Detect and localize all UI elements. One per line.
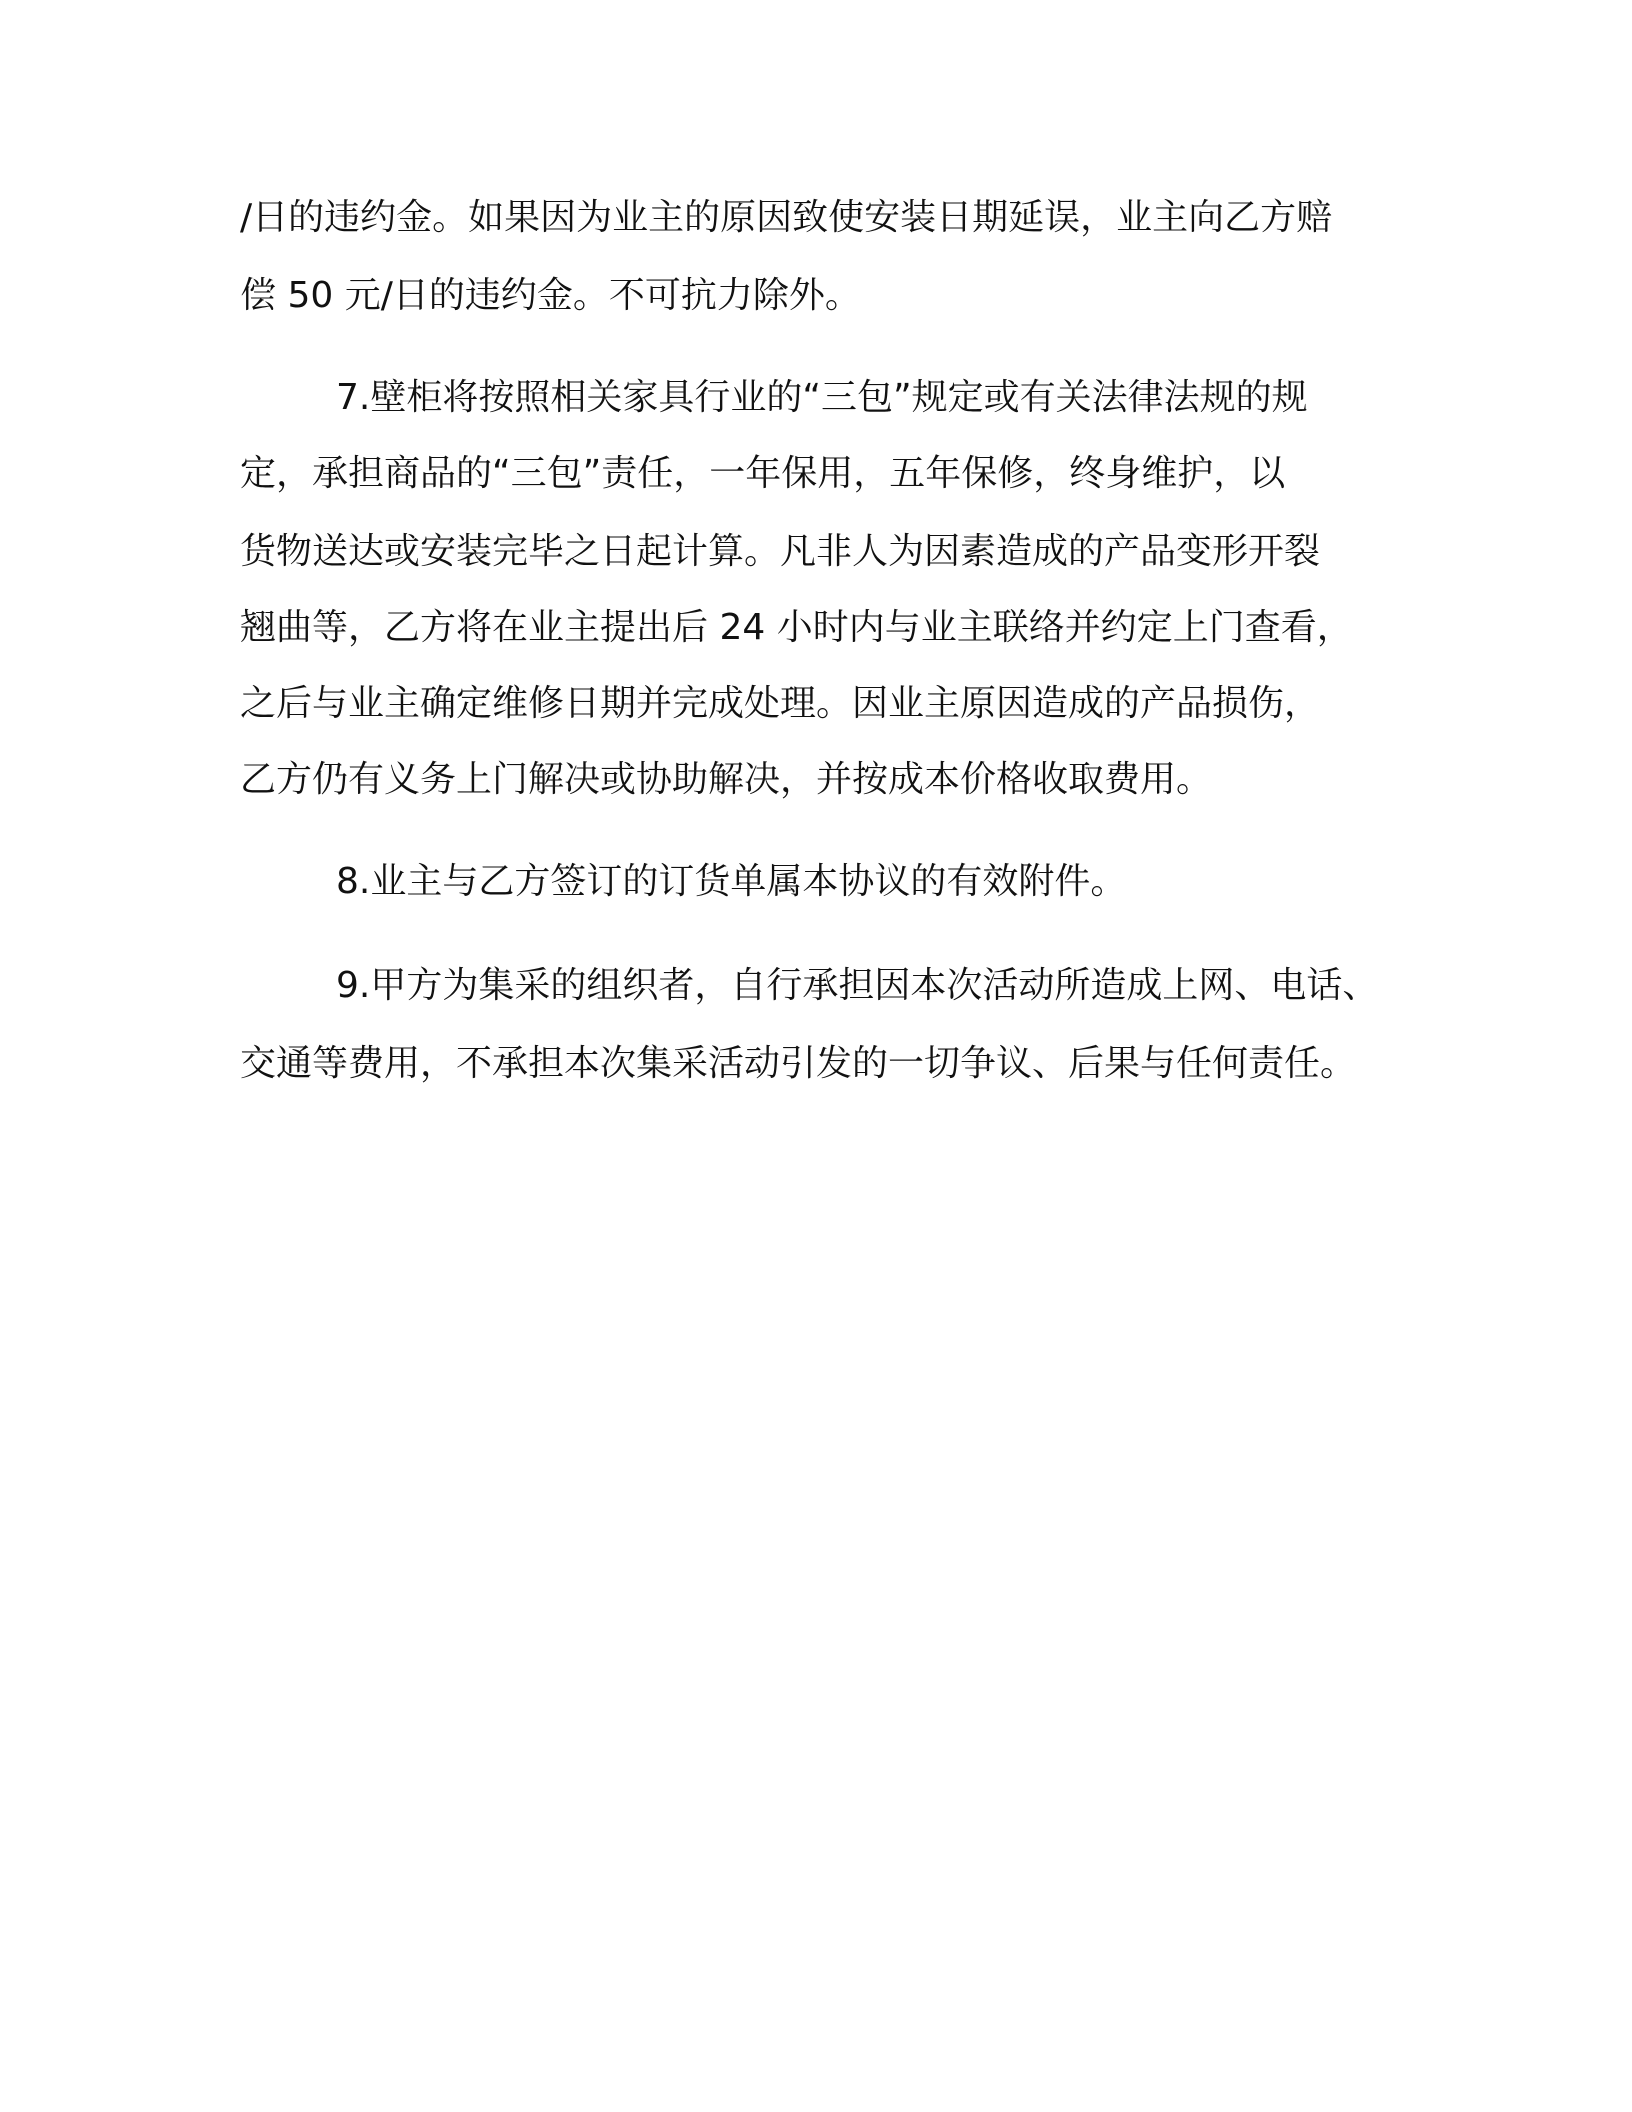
paragraph-9-line-1: 9.甲方为集采的组织者，自行承担因本次活动所造成上网、电话、: [336, 965, 1379, 1006]
paragraph-7-line-1: 7.壁柜将按照相关家具行业的“三包”规定或有关法律法规的规: [336, 377, 1308, 418]
paragraph-8-line-1: 8.业主与乙方签订的订货单属本协议的有效附件。: [336, 861, 1127, 902]
paragraph-7-line-2: 定，承担商品的“三包”责任，一年保用，五年保修，终身维护，以: [240, 453, 1286, 494]
paragraph-6-line-2: 偿 50 元/日的违约金。不可抗力除外。: [240, 275, 861, 316]
paragraph-7-line-5: 之后与业主确定维修日期并完成处理。因业主原因造成的产品损伤，: [240, 683, 1321, 724]
paragraph-6-line-1: /日的违约金。如果因为业主的原因致使安装日期延误，业主向乙方赔: [240, 197, 1333, 238]
paragraph-7-line-6: 乙方仍有义务上门解决或协助解决，并按成本价格收取费用。: [240, 759, 1213, 800]
paragraph-7-line-4: 翘曲等，乙方将在业主提出后 24 小时内与业主联络并约定上门查看，: [240, 607, 1353, 648]
paragraph-7-line-3: 货物送达或安装完毕之日起计算。凡非人为因素造成的产品变形开裂: [240, 531, 1321, 572]
paragraph-9-line-2: 交通等费用，不承担本次集采活动引发的一切争议、后果与任何责任。: [240, 1043, 1357, 1084]
